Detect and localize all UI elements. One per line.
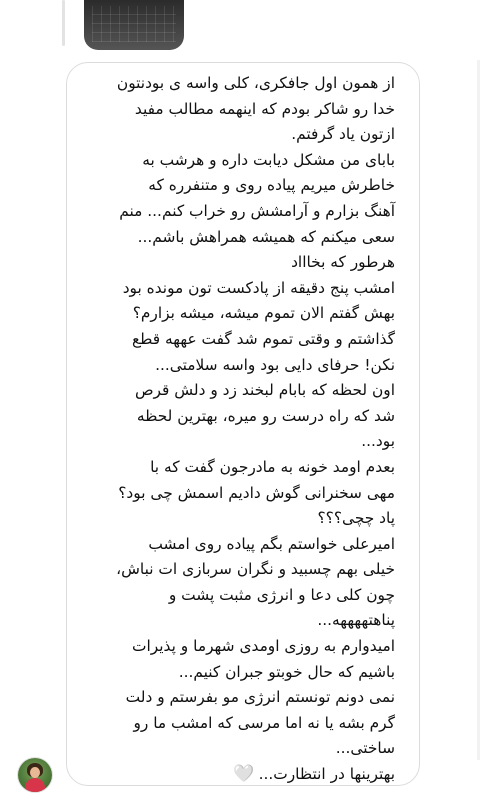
message-paragraph: اون لحظه که بابام لبخند زد و دلش قرص شد که راه درست رو میره، بهترین لحظه بود... — [134, 381, 395, 451]
keyboard-photo-thumbnail — [92, 6, 176, 42]
closing-text: بهترینها در انتظارت... — [258, 765, 395, 784]
sender-avatar[interactable] — [18, 758, 52, 792]
message-text — [77, 71, 395, 788]
avatar-face — [30, 767, 40, 778]
message-paragraph: امیرعلی خواستم بگم پیاده روی امشب خیلی بهم چسبید و نگران سربازی ات نباش، چون کلی دعا و انرژی مثبت پشت و پناهتههههه... — [116, 534, 395, 630]
message-paragraph: بعدم اومد خونه به مادرجون گفت که با مهی سخنرانی گوش دادیم اسمش چی بود؟ پاد چچی؟؟؟ — [118, 457, 395, 528]
white-heart-icon: 🤍 — [233, 764, 255, 785]
message-closing-line — [77, 762, 395, 788]
thread-line — [62, 0, 65, 46]
scrollbar-track[interactable] — [477, 60, 480, 760]
message-paragraph: نمی دونم تونستم انرژی مو بفرستم و دلت گرم بشه یا نه اما مرسی که امشب ما رو ساختی... — [125, 688, 395, 758]
previous-message-image[interactable] — [84, 0, 184, 50]
avatar-body — [25, 778, 45, 792]
message-paragraph: امیدوارم به روزی اومدی شهرما و پذیرات باشیم که حال خوبتو جبران کنیم... — [132, 637, 395, 681]
message-paragraph: امشب پنج دقیقه از پادکست تون مونده بود بهش گفتم الان تموم میشه، میشه بزارم؟ گذاشتم و وقتی تموم شد گفت عههه قطع نکن! حرفای دایی بود واسه سلامتی... — [122, 278, 395, 374]
message-bubble[interactable] — [66, 62, 420, 786]
message-paragraph: از همون اول جافکری، کلی واسه ی بودنتون خدا رو شاکر بودم که اینهمه مطالب مفید ازتون یاد گرفتم. — [116, 74, 395, 144]
message-paragraph: بابای من مشکل دیابت داره و هرشب به خاطرش میریم پیاده روی و متنفرره که آهنگ بزارم و آرامشش رو خراب کنم... منم سعی میکنم که همیشه همراهش باشم... هرطور که بخاااد — [119, 150, 395, 272]
